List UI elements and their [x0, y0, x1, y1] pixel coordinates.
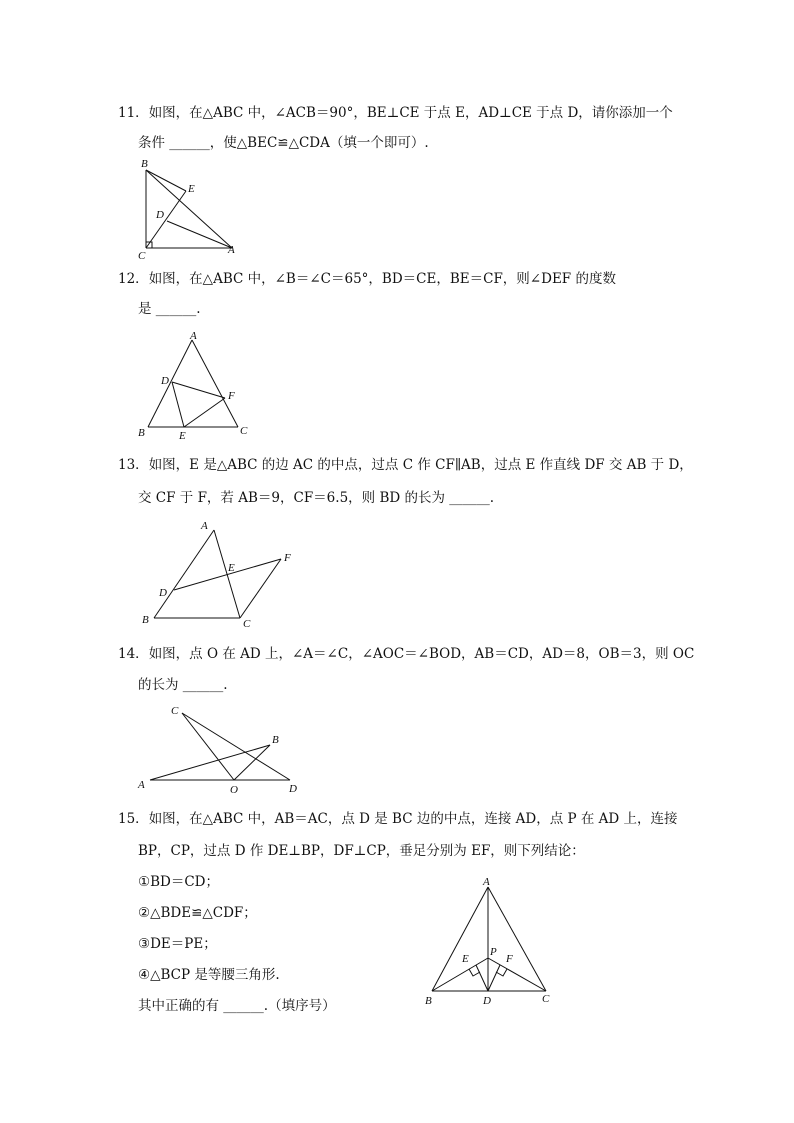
problem-text-line: 其中正确的有 ______.（填序号）	[138, 998, 336, 1014]
label-C: C	[243, 618, 251, 630]
problem-text-line: 如图，在△ABC 中，∠B＝∠C＝65°，BD＝CE，BE＝CF，则∠DEF 的度数	[148, 271, 616, 287]
figure-13	[134, 516, 304, 632]
label-A: A	[483, 876, 490, 888]
label-D: D	[483, 995, 491, 1007]
statement-4: ④△BCP 是等腰三角形.	[138, 967, 280, 983]
label-F: F	[228, 390, 235, 402]
problem-number: 13．	[118, 457, 149, 473]
label-B: B	[272, 734, 279, 746]
label-P: P	[490, 946, 497, 958]
statement-1: ①BD＝CD；	[138, 874, 219, 890]
figure-14	[134, 700, 314, 796]
label-C: C	[138, 250, 146, 262]
statement-3: ③DE＝PE；	[138, 936, 217, 952]
figure-15	[420, 874, 560, 1012]
label-E: E	[462, 953, 469, 965]
label-D: D	[289, 783, 297, 795]
statement-2: ②△BDE≌△CDF；	[138, 905, 257, 921]
problem-number: 15．	[118, 811, 149, 827]
label-E: E	[179, 430, 186, 442]
label-B: B	[138, 427, 145, 439]
problem-text-line: 如图，点 O 在 AD 上，∠A＝∠C，∠AOC＝∠BOD，AB＝CD，AD＝8，OB＝3，则 OC	[148, 646, 695, 662]
label-A: A	[201, 520, 208, 532]
label-E: E	[188, 183, 195, 195]
label-O: O	[230, 784, 238, 796]
problem-text-line: 交 CF 于 F，若 AB＝9，CF＝6.5，则 BD 的长为 ______.	[138, 490, 495, 506]
problem-text-line: 的长为 ______.	[138, 677, 228, 693]
problem-text-line: BP，CP，过点 D 作 DE⊥BP，DF⊥CP，垂足分别为 EF，则下列结论：	[138, 843, 585, 859]
problem-number: 14．	[118, 646, 149, 662]
problem-text-line: 如图，在△ABC 中，AB＝AC，点 D 是 BC 边的中点，连接 AD，点 P 在 AD 上，连接	[148, 811, 678, 827]
label-C: C	[542, 993, 550, 1005]
label-B: B	[141, 158, 148, 170]
label-D: D	[159, 587, 167, 599]
label-B: B	[425, 995, 432, 1007]
problem-text-line: 是 ______.	[138, 301, 201, 317]
label-E: E	[228, 562, 235, 574]
label-C: C	[240, 425, 248, 437]
problem-text-line: 如图，E 是△ABC 的边 AC 的中点，过点 C 作 CF∥AB，过点 E 作直线 DF 交 AB 于 D，	[148, 457, 693, 473]
problem-text-line: 条件 ______，使△BEC≌△CDA（填一个即可）.	[138, 135, 429, 151]
label-F: F	[506, 953, 513, 965]
figure-11	[134, 156, 244, 260]
label-B: B	[142, 614, 149, 626]
label-D: D	[156, 209, 164, 221]
problem-number: 11．	[118, 105, 149, 121]
figure-12	[134, 330, 254, 442]
problem-number: 12．	[118, 271, 149, 287]
label-C: C	[171, 705, 179, 717]
label-A: A	[190, 330, 197, 342]
label-D: D	[161, 375, 169, 387]
label-A: A	[138, 779, 145, 791]
problem-text-line: 如图，在△ABC 中，∠ACB＝90°，BE⊥CE 于点 E，AD⊥CE 于点 D，请你添加一个	[148, 105, 673, 121]
label-A: A	[228, 244, 235, 256]
label-F: F	[284, 552, 291, 564]
